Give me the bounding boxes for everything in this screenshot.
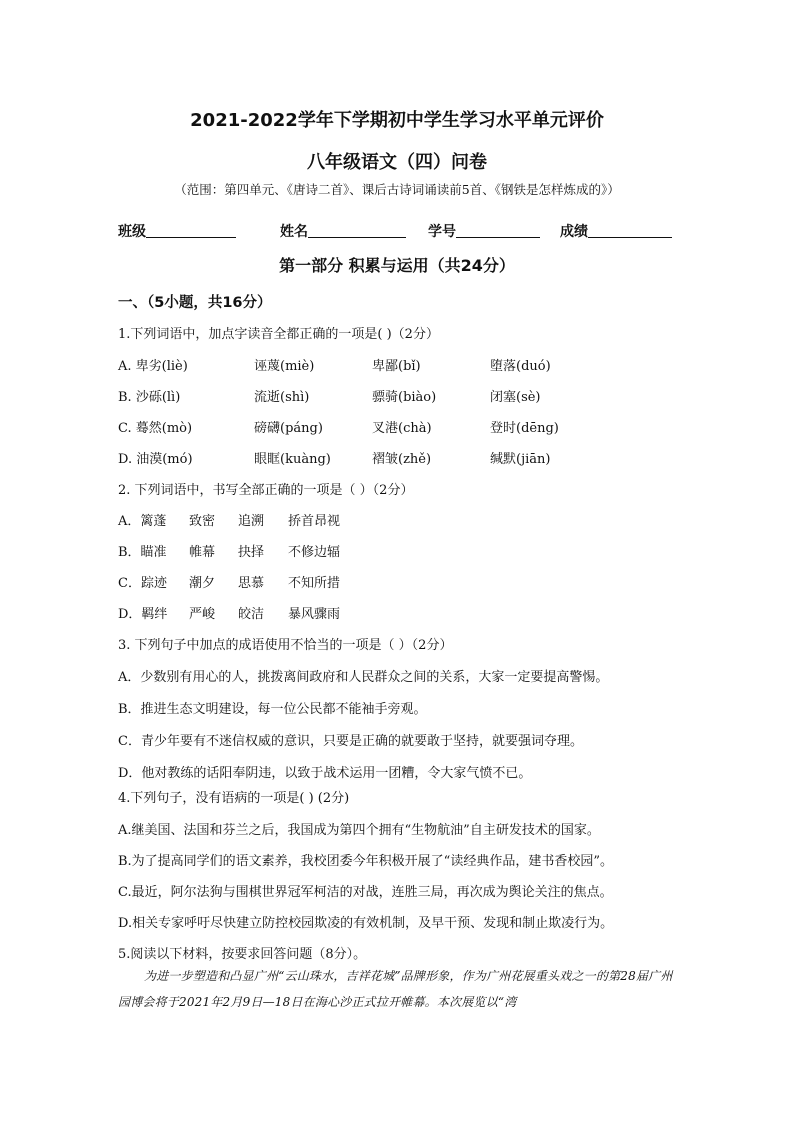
name-field[interactable] <box>280 221 406 241</box>
class-field[interactable] <box>118 221 236 241</box>
class-label: 班级 <box>118 224 146 240</box>
q1-option-b-4: 闭塞(sè) <box>490 390 541 405</box>
q1-option-a-2: 诬蔑(miè) <box>254 359 315 374</box>
q1-option-b-3: 骠骑(biào) <box>372 390 437 405</box>
q2-option-c-2: 潮夕 <box>189 576 216 591</box>
score-label: 成绩 <box>560 224 588 240</box>
q2-option-d-3: 皎洁 <box>238 607 265 622</box>
q2-option-b-1[interactable]: B．瞄准 <box>118 545 167 560</box>
q1-option-c-4: 登时(dēng) <box>490 421 559 436</box>
q5-passage <box>118 963 680 1015</box>
q2-option-a-3: 追溯 <box>238 514 265 529</box>
q2-option-c-4: 不知所措 <box>288 576 341 591</box>
q1-option-c-1[interactable]: C. 蓦然(mò) <box>118 421 193 436</box>
q1-option-c-2: 磅礴(páng) <box>254 421 323 436</box>
q3-option-a[interactable]: A．少数别有用心的人，挑拨离间政府和人民群众之间的关系，大家一定要提高警惕。 <box>118 670 609 685</box>
exam-subtitle: 八年级语文（四）问卷 <box>307 152 487 173</box>
q2-stem: 2. 下列词语中，书写全部正确的一项是（ ）（2分） <box>118 483 414 498</box>
student-info-row <box>118 221 678 243</box>
name-label: 姓名 <box>280 224 308 240</box>
q4-option-b[interactable]: B.为了提高同学们的语文素养，我校团委今年积极开展了“读经典作品，建书香校园”。 <box>118 854 613 869</box>
q1-option-d-4: 缄默(jiān) <box>490 452 551 467</box>
q2-option-a-4: 挢首昂视 <box>288 514 341 529</box>
q4-option-c[interactable]: C.最近，阿尔法狗与围棋世界冠军柯洁的对战，连胜三局，再次成为舆论关注的焦点。 <box>118 885 613 900</box>
q2-option-b-4: 不修边辐 <box>288 545 341 560</box>
q5-passage-text: 为进一步塑造和凸显广州“云山珠水，吉祥花城”品牌形象，作为广州花展重头戏之一的第28届广州园博会将于2021年2月9日—18日在海心沙正式拉开帷幕。本次展览以“湾 <box>118 969 673 1009</box>
exam-title: 2021-2022学年下学期初中学生学习水平单元评价 <box>190 110 604 131</box>
exam-scope: （范围：第四单元、《唐诗二首》、课后古诗词诵读前5首、《钢铁是怎样炼成的》） <box>174 182 620 197</box>
q2-option-d-2: 严峻 <box>189 607 216 622</box>
section1-title: 一、（5小题，共16分） <box>118 295 272 311</box>
q2-option-b-2: 帷幕 <box>189 545 216 560</box>
student-id-label: 学号 <box>428 224 456 240</box>
q2-option-c-3: 思慕 <box>238 576 265 591</box>
q1-option-b-1[interactable]: B. 沙砾(lì) <box>118 390 181 405</box>
q2-option-a-1[interactable]: A．篱蓬 <box>118 514 167 529</box>
q1-option-a-3: 卑鄙(bǐ) <box>372 359 421 374</box>
q2-option-d-1[interactable]: D．羁绊 <box>118 607 168 622</box>
q1-option-a-4: 堕落(duó) <box>490 359 551 374</box>
q2-option-a-2: 致密 <box>189 514 216 529</box>
q1-option-b-2: 流逝(shì) <box>254 390 310 405</box>
student-id-field[interactable] <box>428 221 540 241</box>
score-field[interactable] <box>560 221 672 241</box>
q2-option-b-3: 抉择 <box>238 545 265 560</box>
q3-option-c[interactable]: C．青少年要有不迷信权威的意识，只要是正确的就要敢于坚持，就要强词夺理。 <box>118 734 583 749</box>
q3-stem: 3. 下列句子中加点的成语使用不恰当的一项是（ ）（2分） <box>118 638 453 653</box>
q1-stem: 1.下列词语中，加点字读音全都正确的一项是( )（2分） <box>118 327 439 342</box>
q4-option-d[interactable]: D.相关专家呼吁尽快建立防控校园欺凌的有效机制，及早干预、发现和制止欺凌行为。 <box>118 916 614 931</box>
q3-option-b[interactable]: B．推进生态文明建设，每一位公民都不能袖手旁观。 <box>118 702 427 717</box>
q4-stem: 4.下列句子，没有语病的一项是( ) (2分) <box>118 791 350 806</box>
q3-option-d[interactable]: D．他对教练的话阳奉阴违，以致于战术运用一团糟，令大家气愤不已。 <box>118 766 532 781</box>
q1-option-a-1[interactable]: A. 卑劣(liè) <box>118 359 188 374</box>
q4-option-a[interactable]: A.继美国、法国和芬兰之后，我国成为第四个拥有“生物航油”自主研发技术的国家。 <box>118 823 600 838</box>
q1-option-d-3: 褶皱(zhě) <box>372 452 432 467</box>
q1-option-c-3: 叉港(chà) <box>372 421 432 436</box>
q2-option-d-4: 暴风骤雨 <box>288 607 341 622</box>
q2-option-c-1[interactable]: C．踪迹 <box>118 576 167 591</box>
q5-stem: 5.阅读以下材料，按要求回答问题（8分）。 <box>118 947 367 962</box>
q1-option-d-2: 眼眶(kuàng) <box>254 452 331 467</box>
part1-title: 第一部分 积累与运用（共24分） <box>279 256 515 275</box>
q1-option-d-1[interactable]: D. 油漠(mó) <box>118 452 193 467</box>
